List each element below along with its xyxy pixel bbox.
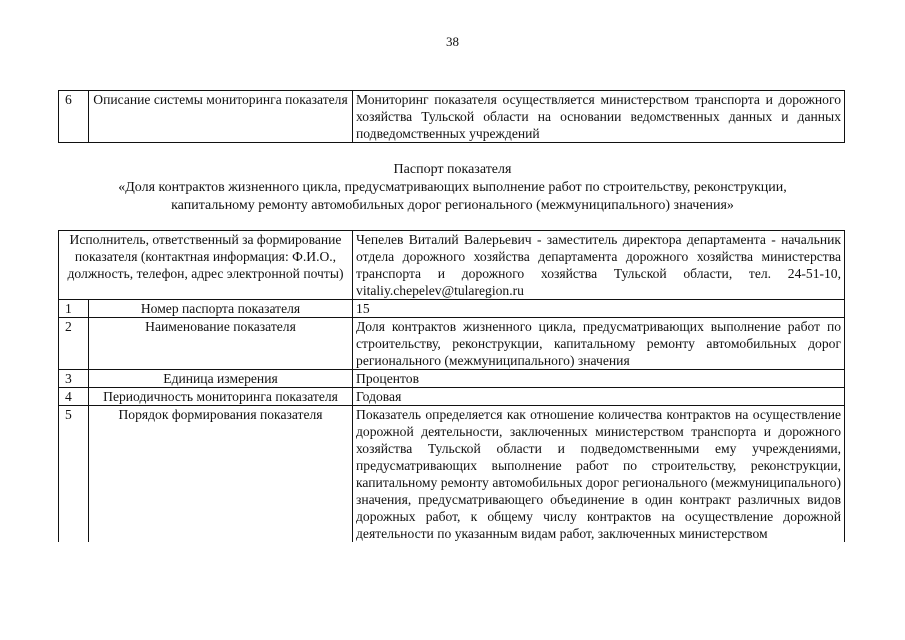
row-value: Доля контрактов жизненного цикла, предусматривающих выполнение работ по строительству, реконструкции, капитальному ремонту автомобильных дорог регионального (межмуниципального) значения bbox=[353, 318, 845, 370]
table-row bbox=[59, 91, 845, 143]
table-row bbox=[59, 231, 845, 300]
row-label: Единица измерения bbox=[89, 370, 353, 388]
table-row bbox=[59, 318, 845, 370]
page-number: 38 bbox=[446, 34, 459, 49]
passport-title: Паспорт показателя bbox=[393, 162, 512, 177]
row-label: Описание системы мониторинга показателя bbox=[89, 91, 353, 143]
table-row bbox=[59, 300, 845, 318]
table-row bbox=[59, 388, 845, 406]
row-value: Показатель определяется как отношение количества контрактов на осуществление дорожной деятельности, заключенных министерством транспорта и дорожного хозяйства Тульской области и подведомственными ему учреждениями, предусматривающих выполнение работ по строительству, реконструкции, капитальному ремонту автомобильных дорог регионального (межмуниципального) значения, предусматривающего объединение в один контракт различных видов дорожных работ, к общему числу контрактов на осуществление дорожной деятельности по указанным видам работ, заключенных министерством bbox=[353, 406, 845, 543]
table-row bbox=[59, 370, 845, 388]
row-value: Годовая bbox=[353, 388, 845, 406]
row-value: Мониторинг показателя осуществляется министерством транспорта и дорожного хозяйства Тульской области на основании ведомственных данных и данных подведомственных учреждений bbox=[353, 91, 845, 143]
row-number: 5 bbox=[59, 406, 89, 543]
row-label: Номер паспорта показателя bbox=[89, 300, 353, 318]
passport-heading bbox=[0, 161, 905, 215]
row-label: Порядок формирования показателя bbox=[89, 406, 353, 543]
row-label: Наименование показателя bbox=[89, 318, 353, 370]
table-row bbox=[59, 406, 845, 543]
row-value: 15 bbox=[353, 300, 845, 318]
row-number: 6 bbox=[59, 91, 89, 143]
row-number: 1 bbox=[59, 300, 89, 318]
monitoring-description-table bbox=[58, 90, 845, 143]
row-number: 4 bbox=[59, 388, 89, 406]
row-value: Процентов bbox=[353, 370, 845, 388]
row-label: Периодичность мониторинга показателя bbox=[89, 388, 353, 406]
indicator-name-line-2: капитальному ремонту автомобильных дорог регионального (межмуниципального) значения» bbox=[171, 198, 734, 213]
indicator-name-line-1: «Доля контрактов жизненного цикла, предусматривающих выполнение работ по строительству, реконструкции, bbox=[118, 180, 787, 195]
executor-label: Исполнитель, ответственный за формирование показателя (контактная информация: Ф.И.О., должность, телефон, адрес электронной почты) bbox=[59, 231, 353, 300]
row-number: 3 bbox=[59, 370, 89, 388]
row-number: 2 bbox=[59, 318, 89, 370]
executor-value: Чепелев Виталий Валерьевич - заместитель директора департамента - начальник отдела дорожного хозяйства департамента дорожного хозяйства министерства транспорта и дорожного хозяйства Тульской области, тел. 24-51-10, vitaliy.chepelev@tularegion.ru bbox=[353, 231, 845, 300]
passport-table bbox=[58, 230, 845, 542]
